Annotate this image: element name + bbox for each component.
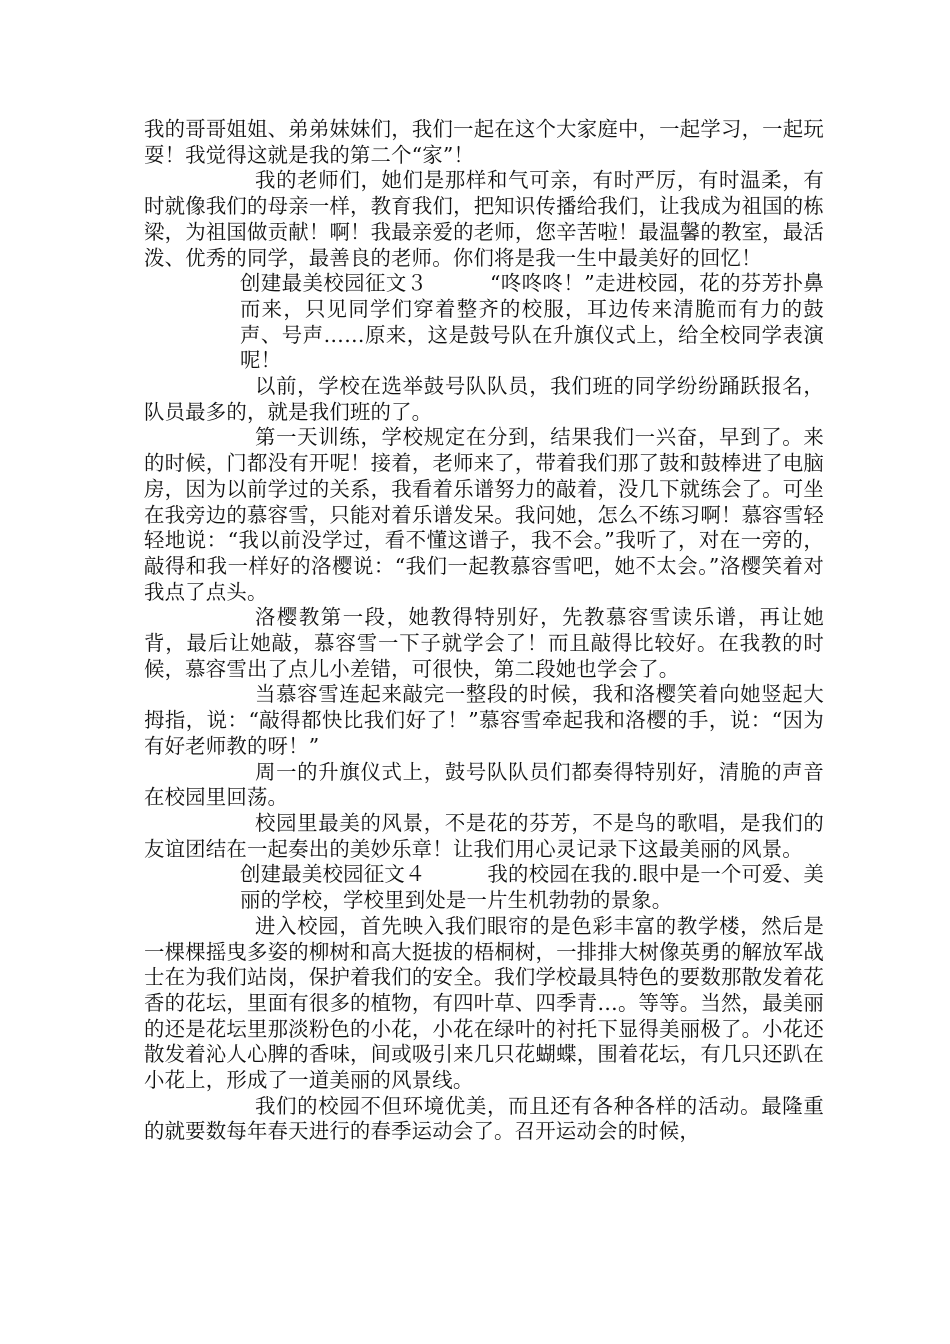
paragraph-1: 我的哥哥姐姐、弟弟妹妹们，我们一起在这个大家庭中，一起学习，一起玩耍！我觉得这就是我的第二个“家”！: [144, 117, 824, 167]
paragraph-12: 我们的校园不但环境优美，而且还有各种各样的活动。最隆重的就要数每年春天进行的春季运动会了。召开运动会的时候，: [144, 1093, 824, 1144]
paragraph-7: 当慕容雪连起来敲完一整段的时候，我和洛樱笑着向她竖起大拇指，说：“敲得都快比我们好了！”慕容雪牵起我和洛樱的手，说：“因为有好老师教的呀！”: [144, 682, 824, 758]
paragraph-9: 校园里最美的风景，不是花的芬芳，不是鸟的歌唱，是我们的友谊团结在一起奏出的美妙乐章！让我们用心灵记录下这最美丽的风景。: [144, 810, 824, 861]
paragraph-2: 我的老师们，她们是那样和气可亲，有时严厉，有时温柔，有时就像我们的母亲一样，教育我们，把知识传播给我们，让我成为祖国的栋梁，为祖国做贡献！啊！我最亲爱的老师，您辛苦啦！最温馨的教室，最活泼、优秀的同学，最善良的老师。你们将是我一生中最美好的回忆！: [144, 168, 824, 270]
essay-3-opening: 创建最美校园征文３ “咚咚咚！”走进校园，花的芬芳扑鼻而来，只见同学们穿着整齐的校服，耳边传来清脆而有力的鼓声、号声……原来，这是鼓号队在升旗仪式上，给全校同学表演呢！: [240, 271, 824, 373]
document-page: [144, 117, 824, 1145]
paragraph-4: 以前，学校在选举鼓号队队员，我们班的同学纷纷踊跃报名，队员最多的，就是我们班的了。: [144, 374, 824, 424]
paragraph-6: 洛樱教第一段，她教得特别好，先教慕容雪读乐谱，再让她背，最后让她敲，慕容雪一下子就学会了！而且敲得比较好。在我教的时候，慕容雪出了点儿小差错，可很快，第二段她也学会了。: [144, 605, 824, 681]
paragraph-11: 进入校园，首先映入我们眼帘的是色彩丰富的教学楼，然后是一棵棵摇曳多姿的柳树和高大挺拔的梧桐树，一排排大树像英勇的解放军战士在为我们站岗，保护着我们的安全。我们学校最具特色的要数那散发着花香的花坛，里面有很多的植物，有四叶草、四季青…。等等。当然，最美丽的还是花坛里那淡粉色的小花，小花在绿叶的衬托下显得美丽极了。小花还散发着沁人心脾的香味，间或吸引来几只花蝴蝶，围着花坛，有几只还趴在小花上，形成了一道美丽的风景线。: [144, 913, 824, 1093]
essay-4-opening: 创建最美校园征文４ 我的校园在我的.眼中是一个可爱、美丽的学校，学校里到处是一片生机勃勃的景象。: [240, 862, 824, 913]
paragraph-8: 周一的升旗仪式上，鼓号队队员们都奏得特别好，清脆的声音在校园里回荡。: [144, 759, 824, 810]
paragraph-5: 第一天训练，学校规定在分到，结果我们一兴奋，早到了。来的时候，门都没有开呢！接着，老师来了，带着我们那了鼓和鼓棒进了电脑房，因为以前学过的关系，我看着乐谱努力的敲着，没几下就练会了。可坐在我旁边的慕容雪，只能对着乐谱发呆。我问她，怎么不练习啊！慕容雪轻轻地说：“我以前没学过，看不懂这谱子，我不会。”我听了，对在一旁的，敲得和我一样好的洛樱说：“我们一起教慕容雪吧，她不太会。”洛樱笑着对我点了点头。: [144, 425, 824, 604]
